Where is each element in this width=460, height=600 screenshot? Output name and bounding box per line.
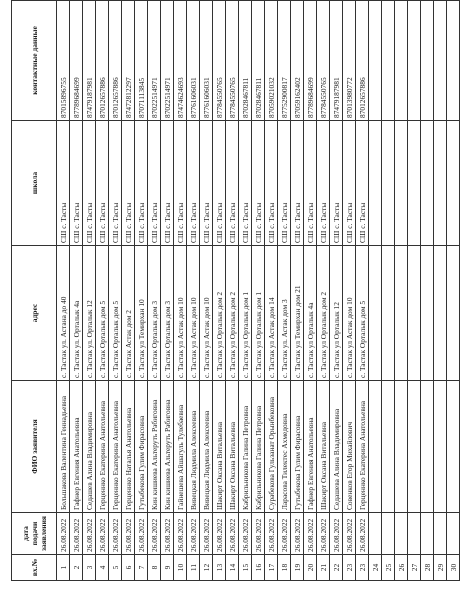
row-school: [421, 121, 434, 246]
row-address: с. Тастак ул Астак дом 10: [187, 246, 200, 381]
row-name: Кабрильникова Галина Петровна: [252, 381, 265, 513]
row-school: СШ с. Тасты: [213, 121, 226, 246]
row-name: Седашев Алина Владимировна: [83, 381, 96, 513]
row-school: СШ с. Тасты: [265, 121, 278, 246]
row-date: 26.08.2022: [57, 513, 70, 555]
row-date: 26.08.2022: [213, 513, 226, 555]
row-number: 23: [356, 555, 369, 581]
row-date: 26.08.2022: [343, 513, 356, 555]
row-date: 26.08.2022: [200, 513, 213, 555]
table-row: [187, 1, 200, 581]
row-phone: 87028467811: [239, 1, 252, 121]
row-phone: [395, 1, 408, 121]
table-body: [57, 1, 460, 581]
table-row: [369, 1, 382, 581]
row-phone: [421, 1, 434, 121]
row-address: с. Тастак ул Темирхан 10: [135, 246, 148, 381]
row-address: с. Тастак ул. Астак дом 3: [278, 246, 291, 381]
row-number: 22: [330, 555, 343, 581]
table-row: [226, 1, 239, 581]
row-school: СШ с. Тасты: [161, 121, 174, 246]
row-phone: [447, 1, 460, 121]
row-number: 30: [447, 555, 460, 581]
table-row: [83, 1, 96, 581]
row-school: [382, 121, 395, 246]
row-name: [382, 381, 395, 513]
row-phone: 87474624693: [174, 1, 187, 121]
row-phone: 87022514971: [161, 1, 174, 121]
row-number: 1: [57, 555, 70, 581]
row-number: 16: [252, 555, 265, 581]
table-row: [382, 1, 395, 581]
row-address: с. Тастак Орталык дом 5: [356, 246, 369, 381]
row-date: 26.08.2022: [317, 513, 330, 555]
table-row: [304, 1, 317, 581]
table-row: [239, 1, 252, 581]
row-name: Кабрильникова Галина Петровна: [239, 381, 252, 513]
row-phone: 87472812297: [122, 1, 135, 121]
row-phone: 87479187981: [330, 1, 343, 121]
row-name: Гутыбекова Гулим Фирасовна: [291, 381, 304, 513]
row-date: 26.08.2022: [187, 513, 200, 555]
row-number: 23: [343, 555, 356, 581]
row-phone: [434, 1, 447, 121]
row-name: Гутыбекова Гулим Фирасовна: [135, 381, 148, 513]
row-phone: 87059162402: [291, 1, 304, 121]
row-address: с. Тастак ул Орталык дом 1: [252, 246, 265, 381]
row-phone: [369, 1, 382, 121]
row-date: 26.08.2022: [356, 513, 369, 555]
row-name: Вивецкая Людмила Алексеевна: [200, 381, 213, 513]
row-number: 5: [109, 555, 122, 581]
row-address: с. Тастак Орталык дом 3: [148, 246, 161, 381]
row-name: Гафнер Евгения Анатольевна: [304, 381, 317, 513]
row-phone: [382, 1, 395, 121]
row-name: Большакова Валентина Геннадьевна: [57, 381, 70, 513]
row-phone: 87761606031: [200, 1, 213, 121]
table-row: [174, 1, 187, 581]
table-row: [434, 1, 447, 581]
row-name: Герценнко Екатерина Анатольевна: [96, 381, 109, 513]
row-address: [447, 246, 460, 381]
row-date: [369, 513, 382, 555]
row-address: с. Тастак ул Орталык 4а: [304, 246, 317, 381]
row-date: 26.08.2022: [304, 513, 317, 555]
row-address: [434, 246, 447, 381]
row-school: СШ с. Тасты: [291, 121, 304, 246]
header-name: ФИО заявителя: [12, 381, 57, 513]
row-date: 26.08.2022: [122, 513, 135, 555]
row-phone: 87752900817: [278, 1, 291, 121]
table-row: [252, 1, 265, 581]
row-school: СШ с. Тасты: [187, 121, 200, 246]
row-address: с. Тастак ул Астак дом 10: [174, 246, 187, 381]
row-phone: 87784550765: [317, 1, 330, 121]
row-school: [369, 121, 382, 246]
row-phone: 87012657886: [109, 1, 122, 121]
table-row: [57, 1, 70, 581]
applications-table: [11, 0, 460, 581]
rotated-document: [11, 1, 458, 581]
row-school: СШ с. Тасты: [122, 121, 135, 246]
row-school: СШ с. Тасты: [226, 121, 239, 246]
row-phone: 87059021032: [265, 1, 278, 121]
table-row: [70, 1, 83, 581]
row-date: 26.08.2022: [148, 513, 161, 555]
row-school: [434, 121, 447, 246]
row-name: [369, 381, 382, 513]
row-name: Кин кишиева Альтеруть Рабиговна: [148, 381, 161, 513]
row-date: 26.08.2022: [239, 513, 252, 555]
row-school: СШ с. Тасты: [356, 121, 369, 246]
row-address: с. Тастак ул. Астана до 40: [57, 246, 70, 381]
row-number: 4: [96, 555, 109, 581]
row-date: [395, 513, 408, 555]
row-name: Герценнко Екатерина Анатольевна: [109, 381, 122, 513]
row-address: [369, 246, 382, 381]
table-row: [317, 1, 330, 581]
table-row: [447, 1, 460, 581]
row-name: Шакирт Оксана Витальевна: [226, 381, 239, 513]
row-phone: 87012657886: [356, 1, 369, 121]
row-number: 17: [265, 555, 278, 581]
table-row: [200, 1, 213, 581]
row-number: 13: [213, 555, 226, 581]
row-date: [447, 513, 460, 555]
row-address: с. Тастак ул Астак дом 10: [343, 246, 356, 381]
row-phone: 87479187981: [83, 1, 96, 121]
row-name: [447, 381, 460, 513]
row-number: 6: [122, 555, 135, 581]
table-row: [109, 1, 122, 581]
table-row: [395, 1, 408, 581]
row-address: с. Тастак ул Орталык 12: [330, 246, 343, 381]
row-address: с. Тастак ул Орталык дом 2: [317, 246, 330, 381]
row-phone: 87022514971: [148, 1, 161, 121]
table-row: [356, 1, 369, 581]
row-school: [395, 121, 408, 246]
row-address: с. Тастак ул Темирхан дом 21: [291, 246, 304, 381]
header-number: вх.№: [12, 555, 57, 581]
row-address: с. Тастак ул Орталык дом 1: [239, 246, 252, 381]
table-row: [135, 1, 148, 581]
row-number: 3: [83, 555, 96, 581]
header-school: школа: [12, 121, 57, 246]
row-school: СШ с. Тасты: [317, 121, 330, 246]
row-phone: 87015896755: [57, 1, 70, 121]
row-date: 26.08.2022: [265, 513, 278, 555]
row-date: [434, 513, 447, 555]
table-row: [291, 1, 304, 581]
row-name: Гайнешева Айшагуль Тулебаевна: [174, 381, 187, 513]
row-school: [408, 121, 421, 246]
row-address: [421, 246, 434, 381]
row-school: СШ с. Тасты: [96, 121, 109, 246]
row-address: с. Тастак ул Астак дом 10: [200, 246, 213, 381]
row-name: Гафнер Евгения Анатольевна: [70, 381, 83, 513]
row-date: 26.08.2022: [226, 513, 239, 555]
row-date: 26.08.2022: [291, 513, 304, 555]
header-contacts: контактные данные: [12, 1, 57, 121]
row-number: 26: [395, 555, 408, 581]
row-number: 12: [200, 555, 213, 581]
row-phone: 87071113845: [135, 1, 148, 121]
row-date: 26.08.2022: [252, 513, 265, 555]
row-address: [382, 246, 395, 381]
table-row: [213, 1, 226, 581]
row-number: 2: [70, 555, 83, 581]
table-row: [96, 1, 109, 581]
table-row: [278, 1, 291, 581]
row-name: Ларасова Тилектес Ахмедовна: [278, 381, 291, 513]
row-address: [408, 246, 421, 381]
row-address: [395, 246, 408, 381]
row-name: Шакирт Оксана Витальевна: [317, 381, 330, 513]
row-address: с. Тастак ул Орталык дом 2: [226, 246, 239, 381]
row-number: 19: [291, 555, 304, 581]
row-name: [421, 381, 434, 513]
row-address: с. Тастак ул Орталык дом 2: [213, 246, 226, 381]
row-date: 26.08.2022: [83, 513, 96, 555]
row-name: [395, 381, 408, 513]
row-address: с. Тастак Орталык дом 3: [161, 246, 174, 381]
row-school: СШ с. Тасты: [278, 121, 291, 246]
row-school: СШ с. Тасты: [200, 121, 213, 246]
row-school: СШ с. Тасты: [304, 121, 317, 246]
row-address: с. Тастак Астак дом 2: [122, 246, 135, 381]
row-date: 26.08.2022: [135, 513, 148, 555]
row-date: [421, 513, 434, 555]
table-row: [265, 1, 278, 581]
row-phone: 87761606031: [187, 1, 200, 121]
row-phone: 87028467811: [252, 1, 265, 121]
row-school: СШ с. Тасты: [109, 121, 122, 246]
row-phone: 87789684699: [70, 1, 83, 121]
row-date: 26.08.2022: [330, 513, 343, 555]
row-name: Вивецкая Людмила Алексеевна: [187, 381, 200, 513]
row-school: СШ с. Тасты: [174, 121, 187, 246]
row-address: с. Тастак ул Астак дом 14: [265, 246, 278, 381]
row-number: 10: [174, 555, 187, 581]
table-row: [330, 1, 343, 581]
table-row: [148, 1, 161, 581]
row-number: 21: [317, 555, 330, 581]
row-date: 26.08.2022: [70, 513, 83, 555]
row-phone: 87784550765: [213, 1, 226, 121]
row-date: 26.08.2022: [174, 513, 187, 555]
row-name: Сурабекова Гульзанат Орынбековна: [265, 381, 278, 513]
table-row: [161, 1, 174, 581]
row-name: Совенков Егор Михайлович: [343, 381, 356, 513]
row-address: с. Тастак Орталык дом 5: [96, 246, 109, 381]
row-number: 28: [421, 555, 434, 581]
row-number: 14: [226, 555, 239, 581]
row-school: СШ с. Тасты: [83, 121, 96, 246]
row-school: СШ с. Тасты: [57, 121, 70, 246]
row-phone: 87013980772: [343, 1, 356, 121]
row-phone: 87789684699: [304, 1, 317, 121]
row-date: [408, 513, 421, 555]
row-name: Седашева Алина Владимировна: [330, 381, 343, 513]
row-date: 26.08.2022: [109, 513, 122, 555]
row-school: [447, 121, 460, 246]
row-number: 7: [135, 555, 148, 581]
row-date: 26.08.2022: [278, 513, 291, 555]
row-number: 15: [239, 555, 252, 581]
row-address: с. Тастак ул. Орталык 4а: [70, 246, 83, 381]
row-school: СШ с. Тасты: [252, 121, 265, 246]
row-phone: 87012657886: [96, 1, 109, 121]
row-school: СШ с. Тасты: [70, 121, 83, 246]
row-school: СШ с. Тасты: [343, 121, 356, 246]
row-number: 11: [187, 555, 200, 581]
row-phone: [408, 1, 421, 121]
row-number: 24: [369, 555, 382, 581]
table-row: [122, 1, 135, 581]
row-number: 9: [161, 555, 174, 581]
header-address: адрес: [12, 246, 57, 381]
table-row: [343, 1, 356, 581]
header-date: дата подачи заявления: [12, 513, 57, 555]
row-number: 27: [408, 555, 421, 581]
row-school: СШ с. Тасты: [239, 121, 252, 246]
row-phone: 87784550765: [226, 1, 239, 121]
row-name: [408, 381, 421, 513]
table-row: [421, 1, 434, 581]
row-date: 26.08.2022: [161, 513, 174, 555]
row-number: 29: [434, 555, 447, 581]
row-address: с. Тастак Орталык дом 5: [109, 246, 122, 381]
row-school: СШ с. Тасты: [135, 121, 148, 246]
row-name: Герценнко Екатерина Анатольевна: [356, 381, 369, 513]
row-number: 8: [148, 555, 161, 581]
row-number: 25: [382, 555, 395, 581]
header-row: [12, 1, 57, 581]
row-address: с. Тастак ул. Орталык 12: [83, 246, 96, 381]
row-number: 18: [278, 555, 291, 581]
row-name: Шакирт Оксана Витальевна: [213, 381, 226, 513]
row-name: [434, 381, 447, 513]
row-number: 20: [304, 555, 317, 581]
row-date: 26.08.2022: [96, 513, 109, 555]
table-row: [408, 1, 421, 581]
row-school: СШ с. Тасты: [330, 121, 343, 246]
row-date: [382, 513, 395, 555]
row-name: Кин кишиева Альтеруть Рабиговна: [161, 381, 174, 513]
row-name: Герценнко Наталья Анатольевна: [122, 381, 135, 513]
row-school: СШ с. Тасты: [148, 121, 161, 246]
